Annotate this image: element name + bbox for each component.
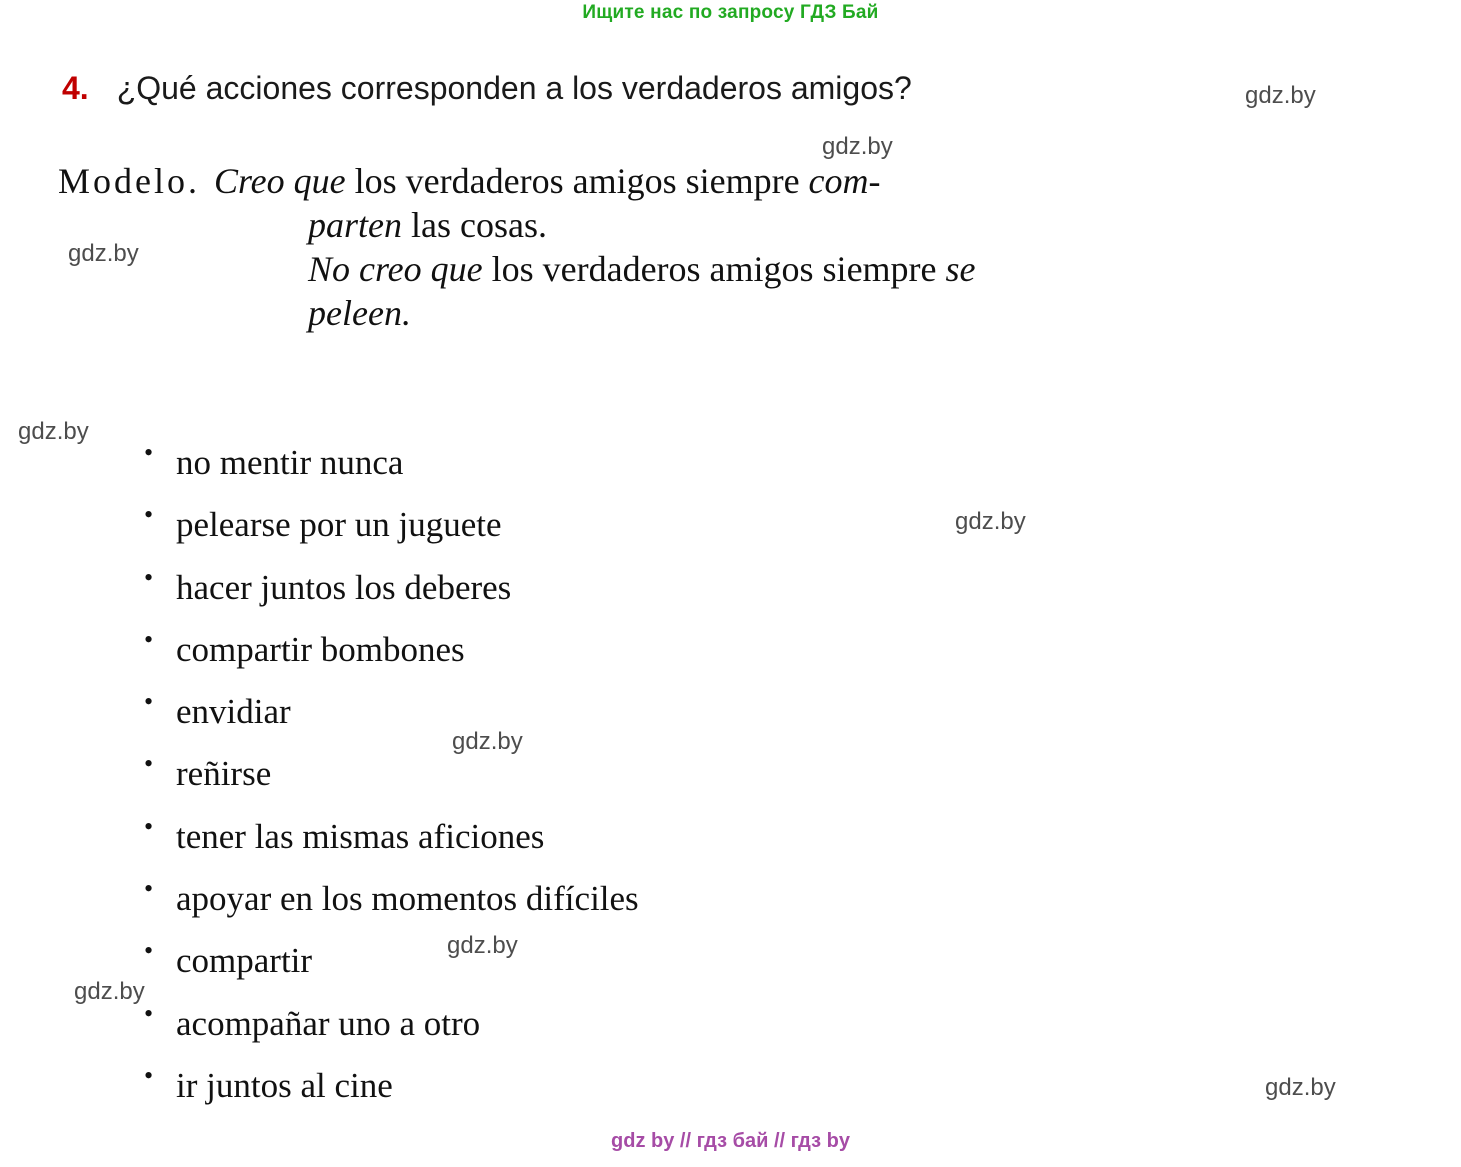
modelo-line-2 xyxy=(308,204,1388,248)
modelo-italic-com: com- xyxy=(808,161,881,201)
list-item: • tener las mismas aficiones xyxy=(140,806,639,868)
watermark: gdz.by xyxy=(74,978,145,1005)
actions-list xyxy=(140,432,639,1117)
list-item: • reñirse xyxy=(140,743,639,805)
watermark: gdz.by xyxy=(1265,1074,1336,1101)
watermark: gdz.by xyxy=(822,133,893,160)
watermark: gdz.by xyxy=(68,240,139,267)
site-banner: Ищите нас по запросу ГДЗ Бай xyxy=(582,2,879,23)
watermark: gdz.by xyxy=(955,508,1026,535)
list-item: • compartir bombones xyxy=(140,619,639,681)
modelo-italic-se: se xyxy=(945,248,976,289)
modelo-line-3 xyxy=(308,248,1388,292)
exercise-question: ¿Qué acciones corresponden a los verdaderos amigos? xyxy=(116,70,912,106)
modelo-italic-parten: parten xyxy=(308,204,402,245)
list-item: • acompañar uno a otro xyxy=(140,993,639,1055)
modelo-sentence-1 xyxy=(214,160,881,204)
watermark: gdz.by xyxy=(447,932,518,959)
footer-text: gdz by // гдз бай // гдз by xyxy=(611,1130,850,1152)
modelo-plain-3: los verdaderos amigos siempre xyxy=(482,248,946,289)
list-item: • envidiar xyxy=(140,681,639,743)
watermark: gdz.by xyxy=(452,728,523,755)
list-item: • compartir xyxy=(140,930,639,992)
list-item: • apoyar en los momentos difíciles xyxy=(140,868,639,930)
watermark: gdz.by xyxy=(1245,82,1316,109)
modelo-italic-no-creo-que: No creo que xyxy=(308,248,483,289)
modelo-plain-2: las cosas. xyxy=(402,204,547,245)
modelo-line-4 xyxy=(308,292,1388,336)
exercise-number: 4. xyxy=(62,70,89,106)
list-item: • pelearse por un juguete xyxy=(140,494,639,556)
exercise-heading xyxy=(62,70,912,107)
list-item: • hacer juntos los deberes xyxy=(140,557,639,619)
modelo-plain-1: los verdaderos amigos siempre xyxy=(345,161,809,201)
modelo-italic-creo-que: Creo que xyxy=(214,161,346,201)
modelo-line-1 xyxy=(58,160,1388,204)
list-item: • ir juntos al cine xyxy=(140,1055,639,1117)
list-item: • no mentir nunca xyxy=(140,432,639,494)
modelo-italic-peleen: peleen. xyxy=(308,292,411,333)
watermark: gdz.by xyxy=(18,418,89,445)
modelo-block xyxy=(58,160,1388,336)
modelo-label: Modelo. xyxy=(58,161,200,201)
